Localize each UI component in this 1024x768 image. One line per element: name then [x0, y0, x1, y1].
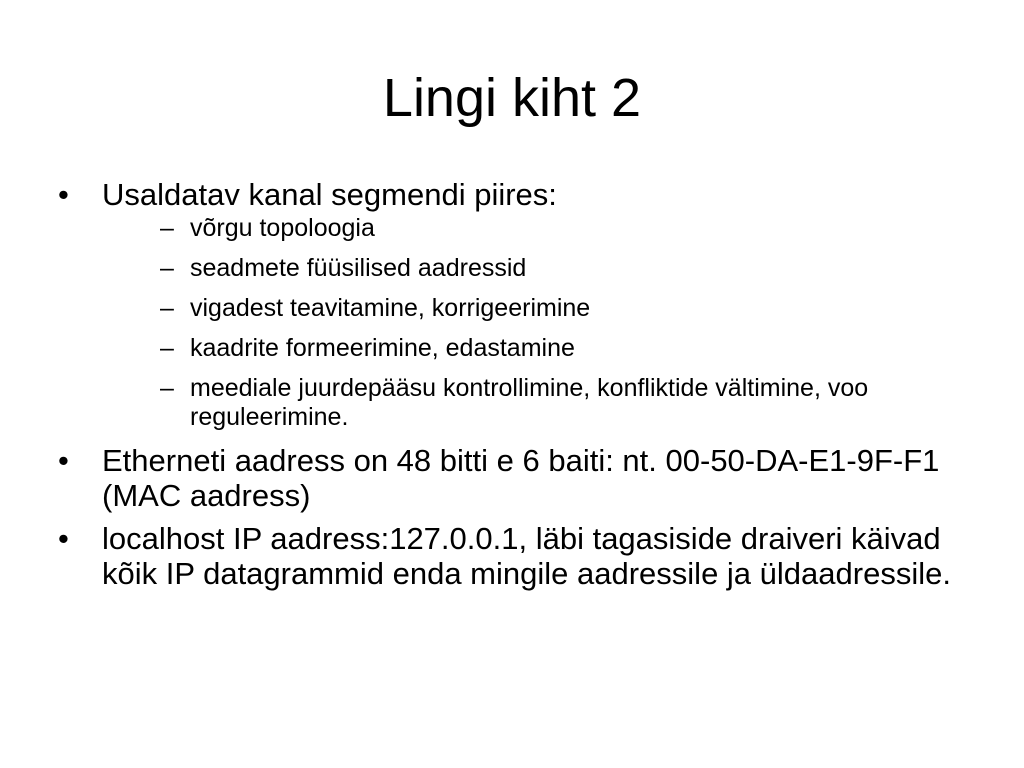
sub-bullet-item [160, 214, 958, 243]
sub-bullet-text: võrgu topoloogia [190, 214, 375, 242]
bullet-item [58, 177, 958, 432]
bullet-item [58, 521, 958, 591]
sub-bullet-marker: – [160, 334, 174, 362]
sub-bullet-marker: – [160, 294, 174, 322]
sub-bullet-item [160, 254, 958, 283]
sub-bullet-item [160, 334, 958, 363]
bullet-marker: • [58, 443, 69, 478]
sub-bullet-marker: – [160, 214, 174, 242]
sub-bullet-text: kaadrite formeerimine, edastamine [190, 334, 575, 362]
sub-bullet-item [160, 374, 958, 432]
sub-bullet-text: vigadest teavitamine, korrigeerimine [190, 294, 591, 322]
sub-bullet-text: seadmete füüsilised aadressid [190, 254, 527, 282]
bullet-marker: • [58, 521, 69, 556]
sub-bullet-list [160, 214, 958, 432]
bullet-item [58, 443, 958, 513]
sub-bullet-text: meediale juurdepääsu kontrollimine, konfliktide vältimine, voo reguleerimine. [190, 374, 869, 431]
sub-bullet-marker: – [160, 254, 174, 282]
bullet-text: Usaldatav kanal segmendi piires: [102, 177, 557, 212]
bullet-list [58, 177, 958, 599]
sub-bullet-item [160, 294, 958, 323]
bullet-text: Etherneti aadress on 48 bitti e 6 baiti: nt. 00-50-DA-E1-9F-F1 (MAC aadress) [102, 443, 940, 513]
sub-bullet-marker: – [160, 374, 174, 402]
slide-title: Lingi kiht 2 [382, 68, 642, 128]
bullet-text: localhost IP aadress:127.0.0.1, läbi tagasiside draiveri käivad kõik IP datagrammid enda mingile aadressile ja üldaadressile. [102, 521, 951, 591]
bullet-marker: • [58, 177, 69, 212]
